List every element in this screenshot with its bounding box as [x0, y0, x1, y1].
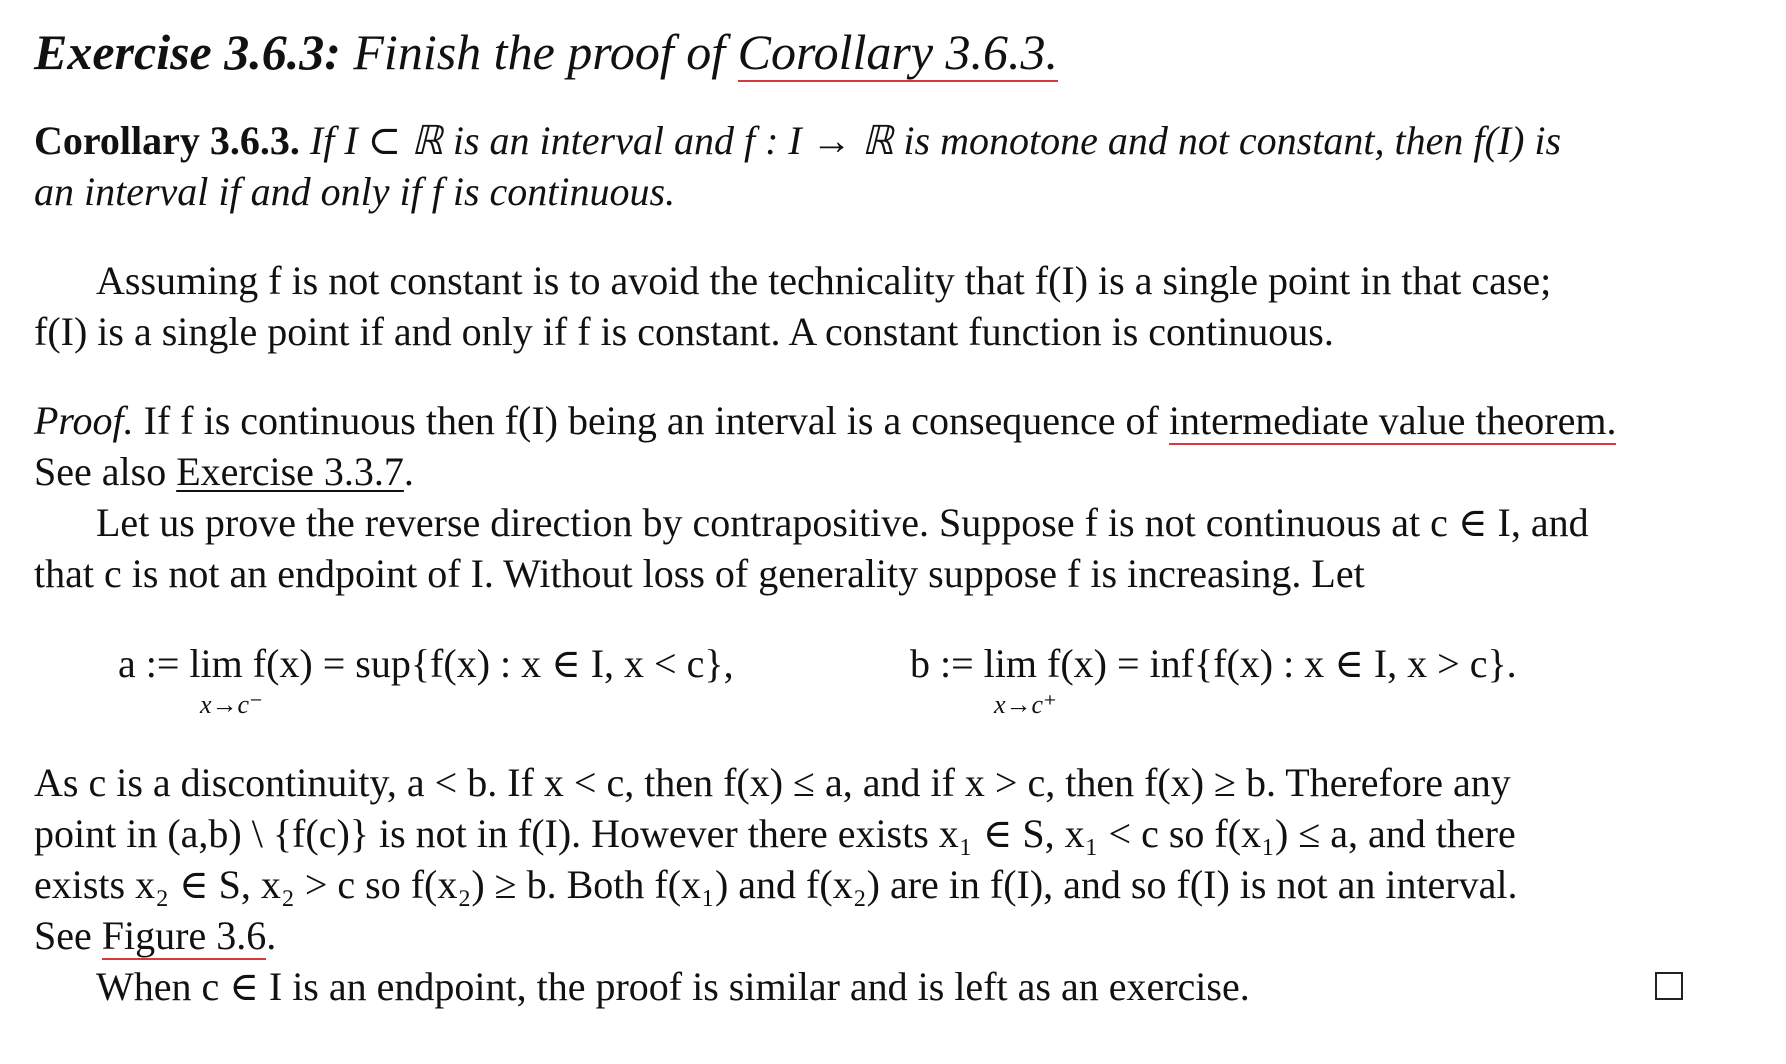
equation-b: b := lim f(x) = inf{f(x) : x ∈ I, x > c}.	[910, 641, 1517, 686]
body-period: .	[266, 913, 277, 958]
body-line-1: As c is a discontinuity, a < b. If x < c, then f(x) ≤ a, and if x > c, then f(x) ≥ b. Therefore any	[34, 760, 1511, 805]
exercise-text: Finish the proof of	[353, 24, 738, 80]
closing-paragraph	[34, 961, 1694, 1012]
exercise-label: Exercise 3.6.3:	[34, 24, 341, 80]
corollary-line-2: an interval if and only if f is continuous.	[34, 169, 676, 214]
corollary-label: Corollary 3.6.3.	[34, 118, 300, 163]
direction-line-2: that c is not an endpoint of I. Without loss of generality suppose f is increasing. Let	[34, 551, 1365, 596]
equation-b-limit-subscript: x→c⁺	[994, 690, 1057, 719]
discontinuity-paragraph	[34, 757, 1694, 961]
direction-line-1: Let us prove the reverse direction by contrapositive. Suppose f is not continuous at c ∈ I, and	[96, 500, 1589, 545]
ivt-link[interactable]: intermediate value theorem.	[1168, 398, 1617, 443]
corollary-link[interactable]: Corollary 3.6.3.	[737, 24, 1059, 80]
proof-paragraph	[34, 395, 1694, 497]
remark-line-2: f(I) is a single point if and only if f is constant. A constant function is continuous.	[34, 309, 1334, 354]
proof-line-2: See also	[34, 449, 177, 494]
body-line-3: exists x₂ ∈ S, x₂ > c so f(x₂) ≥ b. Both f(x₁) and f(x₂) are in f(I), and so f(I) is not an interval.	[34, 862, 1518, 907]
proof-line-1: If f is continuous then f(I) being an interval is a consequence of	[143, 398, 1169, 443]
display-equation	[118, 638, 1618, 718]
body-line-2: point in (a,b) \ {f(c)} is not in f(I). However there exists x₁ ∈ S, x₁ < c so f(x₁) ≤ a, and there	[34, 811, 1516, 856]
equation-a-limit-subscript: x→c⁻	[200, 690, 263, 719]
proof-label: Proof.	[34, 398, 134, 443]
exercise-heading	[34, 20, 1694, 84]
proof-period: .	[403, 449, 414, 494]
exercise-337-link[interactable]: Exercise 3.3.7	[176, 449, 404, 494]
reverse-direction-paragraph	[34, 497, 1694, 599]
corollary-line-1: If I ⊂ ℝ is an interval and f : I → ℝ is monotone and not constant, then f(I) is	[309, 118, 1562, 163]
body-line-4: See	[34, 913, 102, 958]
closing-line: When c ∈ I is an endpoint, the proof is similar and is left as an exercise.	[96, 964, 1250, 1009]
remark-line-1: Assuming f is not constant is to avoid the technicality that f(I) is a single point in that case;	[96, 258, 1552, 303]
qed-square-icon	[1655, 972, 1683, 1000]
corollary-statement	[34, 115, 1694, 217]
equation-a: a := lim f(x) = sup{f(x) : x ∈ I, x < c},	[118, 641, 734, 686]
remark-paragraph	[34, 255, 1694, 357]
figure-36-link[interactable]: Figure 3.6	[101, 913, 267, 958]
